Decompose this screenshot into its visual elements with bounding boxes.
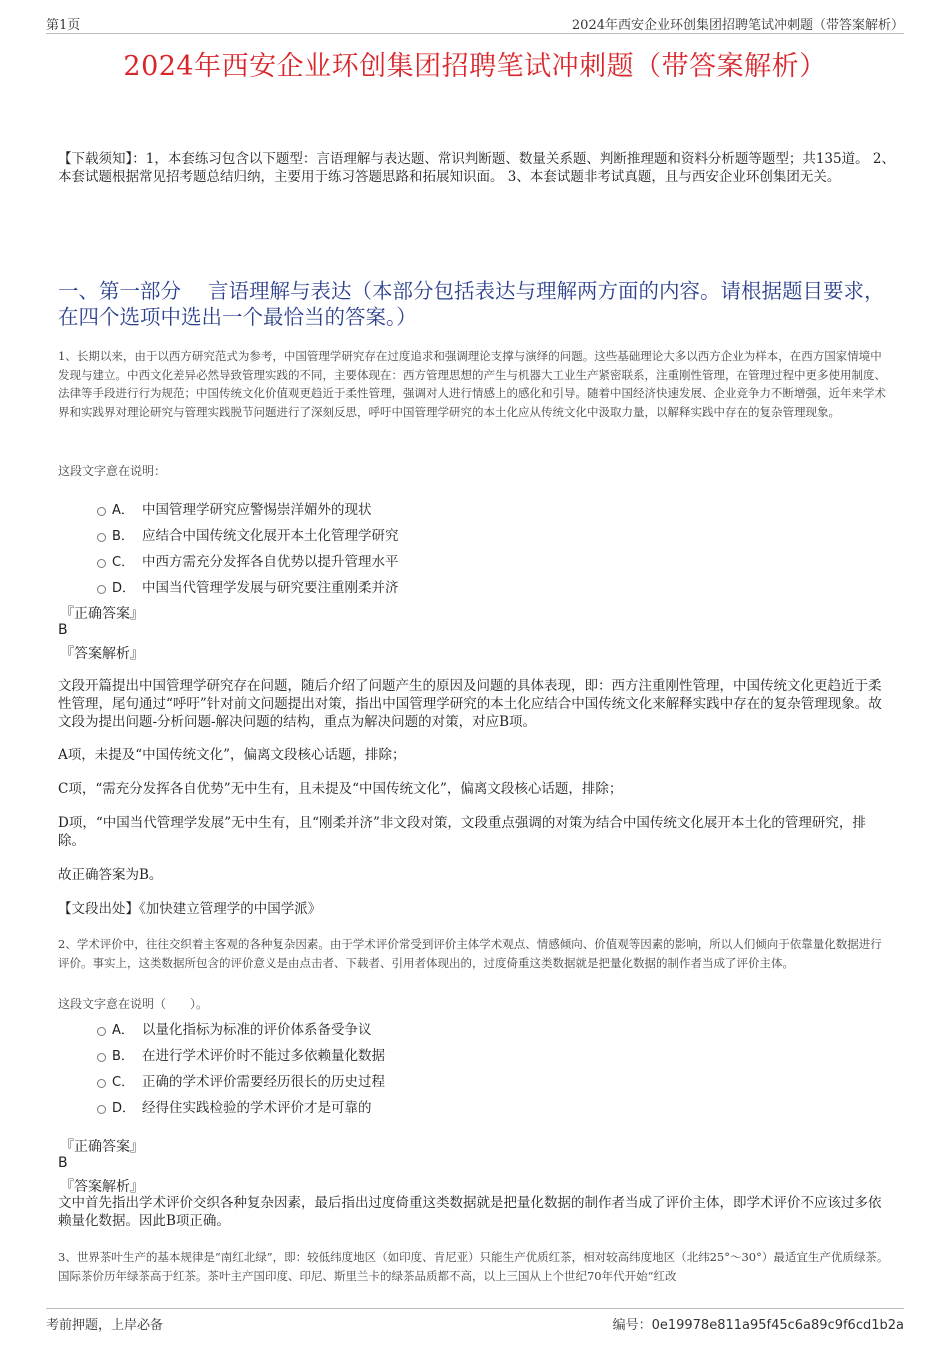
radio-button-icon[interactable] bbox=[97, 1105, 106, 1114]
q2-analysis: 文中首先指出学术评价交织各种复杂因素，最后指出过度倚重这类数据就是把量化数据的制作者当成了评价主体，即学术评价不应该过多依赖量化数据。因此B项正确。 bbox=[58, 1195, 882, 1229]
q2-option-c[interactable]: C． 正确的学术评价需要经历很长的历史过程 bbox=[97, 1070, 385, 1090]
radio-button-icon[interactable] bbox=[97, 507, 106, 516]
q1-option-b[interactable]: B． 应结合中国传统文化展开本土化管理学研究 bbox=[97, 524, 399, 544]
question-2-prompt: 这段文字意在说明（ ）。 bbox=[58, 997, 209, 1011]
q2-option-b[interactable]: B． 在进行学术评价时不能过多依赖量化数据 bbox=[97, 1044, 385, 1064]
footer-rule bbox=[46, 1308, 904, 1309]
q1-answer-label: 『正确答案』 bbox=[60, 606, 144, 622]
q2-analysis-label: 『答案解析』 bbox=[60, 1179, 144, 1195]
footer-serial: 编号：0e19978e811a95f45c6a89c9f6cd1b2a bbox=[612, 1318, 904, 1333]
radio-button-icon[interactable] bbox=[97, 1027, 106, 1036]
q1-option-d[interactable]: D． 中国当代管理学发展与研究要注重刚柔并济 bbox=[97, 576, 399, 596]
q1-analysis-d: D项，“中国当代管理学发展”无中生有，且“刚柔并济”非文段对策，文段重点强调的对策为结合中国传统文化展开本土化的管理研究，排除。 bbox=[58, 815, 866, 849]
q2-answer: B bbox=[58, 1155, 68, 1171]
q1-answer: B bbox=[58, 622, 68, 638]
q1-analysis-summary: 文段开篇提出中国管理学研究存在问题，随后介绍了问题产生的原因及问题的具体表现，即：西方注重刚性管理，中国传统文化更趋近于柔性管理，尾句通过“呼吁”针对前文问题提出对策，指出中国管理学研究的本土化应结合中国传统文化来解释实践中存在的复杂管理现象。故文段为提出问题-分析问题-解决问题的结构，重点为解决问题的对策，对应B项。 bbox=[58, 678, 882, 730]
header-rule bbox=[46, 33, 904, 34]
download-notice: 【下载须知】：1，本套练习包含以下题型：言语理解与表达题、常识判断题、数量关系题、判断推理题和资料分析题等题型；共135道。 2、本套试题根据常见招考题总结归纳，主要用于练习答题思路和拓展知识面。 3、本套试题非考试真题，且与西安企业环创集团无关。 bbox=[58, 151, 895, 185]
radio-button-icon[interactable] bbox=[97, 533, 106, 542]
q1-option-c[interactable]: C． 中西方需充分发挥各自优势以提升管理水平 bbox=[97, 550, 399, 570]
radio-button-icon[interactable] bbox=[97, 1079, 106, 1088]
radio-button-icon[interactable] bbox=[97, 559, 106, 568]
section-heading: 一、第一部分 言语理解与表达（本部分包括表达与理解两方面的内容。请根据题目要求，在四个选项中选出一个最恰当的答案。） bbox=[58, 279, 885, 329]
q2-option-a[interactable]: A． 以量化指标为标准的评价体系备受争议 bbox=[97, 1018, 372, 1038]
radio-button-icon[interactable] bbox=[97, 585, 106, 594]
footer-slogan: 考前押题，上岸必备 bbox=[46, 1318, 164, 1333]
radio-button-icon[interactable] bbox=[97, 1053, 106, 1062]
question-2-text: 2、学术评价中，往往交织着主客观的各种复杂因素。由于学术评价常受到评价主体学术观点、情感倾向、价值观等因素的影响，所以人们倾向于依靠量化数据进行评价。事实上，这类数据所包含的评价意义是由点击者、下载者、引用者体现出的，过度倚重这类数据就是把量化数据的制作者当成了评价主体。 bbox=[58, 937, 882, 970]
q2-option-d[interactable]: D． 经得住实践检验的学术评价才是可靠的 bbox=[97, 1096, 372, 1116]
q1-analysis-label: 『答案解析』 bbox=[60, 646, 144, 662]
q1-analysis-a: A项，未提及“中国传统文化”，偏离文段核心话题，排除； bbox=[58, 747, 406, 763]
q2-answer-label: 『正确答案』 bbox=[60, 1139, 144, 1155]
q1-option-a[interactable]: A． 中国管理学研究应警惕崇洋媚外的现状 bbox=[97, 498, 372, 518]
question-1-text: 1、长期以来，由于以西方研究范式为参考，中国管理学研究存在过度追求和强调理论支撑与演绎的问题。这些基础理论大多以西方企业为样本，在西方国家情境中发现与建立。中西文化差异必然导致管理实践的不同，主要体现在：西方管理思想的产生与机器大工业生产紧密联系，注重刚性管理，在管理过程中更多使用制度、法律等手段进行行为规范；中国传统文化价值观更趋近于柔性管理，强调对人进行情感上的感化和引导。随着中国经济快速发展、企业竞争力不断增强，近年来学术界和实践界对理论研究与管理实践脱节问题进行了深刻反思，呼吁中国管理学研究的本土化应从传统文化中汲取力量，以解释实践中存在的复杂管理现象。 bbox=[58, 349, 886, 419]
running-title: 2024年西安企业环创集团招聘笔试冲刺题（带答案解析） bbox=[571, 18, 904, 33]
page-number: 第1页 bbox=[46, 18, 81, 33]
q1-analysis-c: C项，“需充分发挥各自优势”无中生有，且未提及“中国传统文化”，偏离文段核心话题，排除； bbox=[58, 781, 623, 797]
page-title: 2024年西安企业环创集团招聘笔试冲刺题（带答案解析） bbox=[123, 51, 827, 82]
q1-source: 【文段出处】《加快建立管理学的中国学派》 bbox=[58, 901, 322, 917]
q1-conclusion: 故正确答案为B。 bbox=[58, 867, 163, 883]
question-3-text: 3、世界茶叶生产的基本规律是“南红北绿”，即：较低纬度地区（如印度、肯尼亚）只能生产优质红茶，相对较高纬度地区（北纬25°～30°）最适宜生产优质绿茶。国际茶价历年绿茶高于红茶。茶叶主产国印度、印尼、斯里兰卡的绿茶品质都不高，以上三国从上个世纪70年代开始“红改 bbox=[58, 1250, 889, 1283]
question-1-prompt: 这段文字意在说明： bbox=[58, 464, 167, 478]
